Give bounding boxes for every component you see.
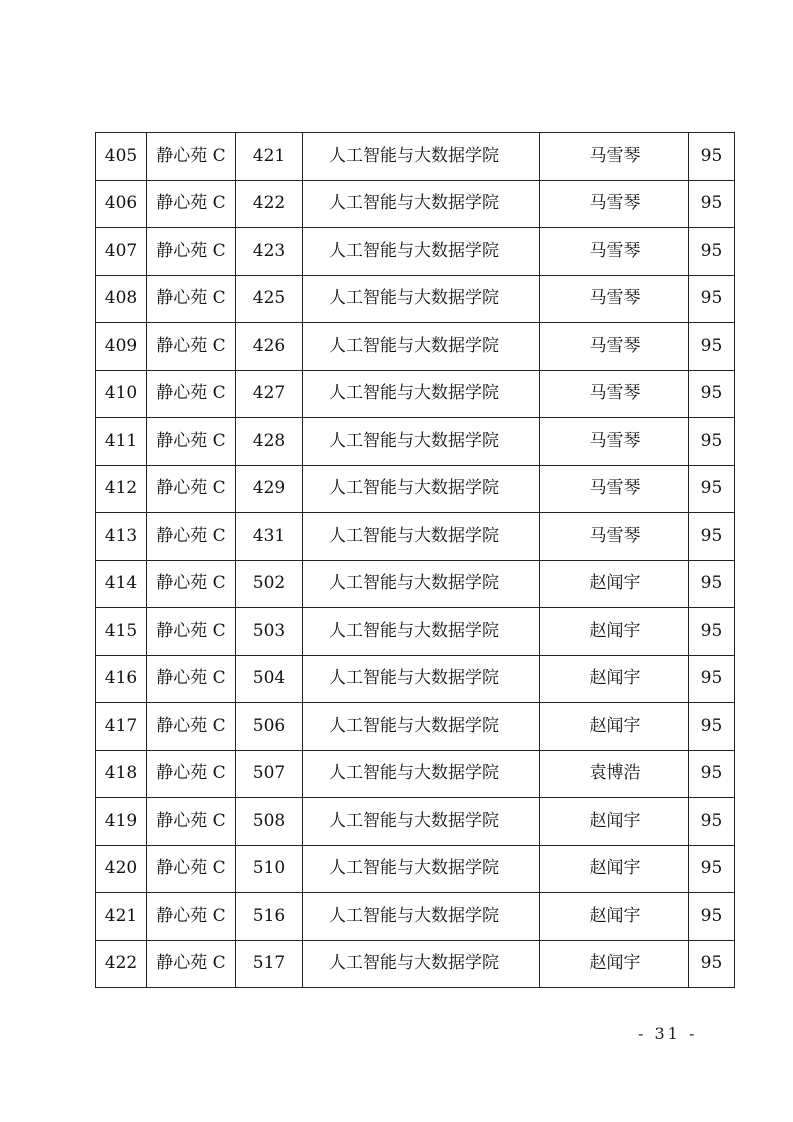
cell-serial-number: 414: [96, 560, 147, 608]
cell-building: 静心苑 C: [147, 560, 236, 608]
cell-department: 人工智能与大数据学院: [303, 845, 540, 893]
cell-building: 静心苑 C: [147, 370, 236, 418]
cell-responsible-person: 赵闻宇: [540, 940, 689, 988]
cell-room-number: 507: [236, 750, 303, 798]
cell-building: 静心苑 C: [147, 845, 236, 893]
cell-department: 人工智能与大数据学院: [303, 465, 540, 513]
cell-score: 95: [689, 845, 735, 893]
cell-score: 95: [689, 750, 735, 798]
cell-serial-number: 419: [96, 798, 147, 846]
cell-serial-number: 413: [96, 513, 147, 561]
cell-building: 静心苑 C: [147, 893, 236, 941]
cell-responsible-person: 马雪琴: [540, 133, 689, 181]
cell-score: 95: [689, 655, 735, 703]
cell-room-number: 429: [236, 465, 303, 513]
cell-building: 静心苑 C: [147, 228, 236, 276]
cell-building: 静心苑 C: [147, 418, 236, 466]
cell-room-number: 423: [236, 228, 303, 276]
cell-responsible-person: 赵闻宇: [540, 608, 689, 656]
cell-responsible-person: 马雪琴: [540, 465, 689, 513]
cell-building: 静心苑 C: [147, 513, 236, 561]
cell-serial-number: 422: [96, 940, 147, 988]
cell-room-number: 431: [236, 513, 303, 561]
cell-responsible-person: 赵闻宇: [540, 703, 689, 751]
cell-serial-number: 415: [96, 608, 147, 656]
cell-score: 95: [689, 275, 735, 323]
table-body: [96, 133, 735, 988]
cell-responsible-person: 马雪琴: [540, 370, 689, 418]
cell-responsible-person: 马雪琴: [540, 180, 689, 228]
cell-department: 人工智能与大数据学院: [303, 180, 540, 228]
table-row: [96, 418, 735, 466]
cell-score: 95: [689, 703, 735, 751]
cell-department: 人工智能与大数据学院: [303, 418, 540, 466]
cell-serial-number: 407: [96, 228, 147, 276]
cell-department: 人工智能与大数据学院: [303, 798, 540, 846]
cell-score: 95: [689, 133, 735, 181]
cell-serial-number: 409: [96, 323, 147, 371]
cell-responsible-person: 马雪琴: [540, 513, 689, 561]
cell-department: 人工智能与大数据学院: [303, 608, 540, 656]
cell-department: 人工智能与大数据学院: [303, 513, 540, 561]
cell-room-number: 517: [236, 940, 303, 988]
dormitory-score-table: [95, 132, 735, 988]
cell-responsible-person: 赵闻宇: [540, 893, 689, 941]
table-row: [96, 845, 735, 893]
cell-score: 95: [689, 323, 735, 371]
cell-department: 人工智能与大数据学院: [303, 133, 540, 181]
cell-room-number: 506: [236, 703, 303, 751]
cell-score: 95: [689, 513, 735, 561]
cell-room-number: 503: [236, 608, 303, 656]
cell-responsible-person: 马雪琴: [540, 228, 689, 276]
cell-serial-number: 416: [96, 655, 147, 703]
cell-building: 静心苑 C: [147, 750, 236, 798]
cell-room-number: 504: [236, 655, 303, 703]
cell-responsible-person: 赵闻宇: [540, 845, 689, 893]
cell-score: 95: [689, 893, 735, 941]
cell-room-number: 426: [236, 323, 303, 371]
page-number: - 31 -: [638, 1024, 698, 1043]
table-row: [96, 275, 735, 323]
cell-building: 静心苑 C: [147, 655, 236, 703]
table-row: [96, 180, 735, 228]
cell-serial-number: 405: [96, 133, 147, 181]
cell-room-number: 425: [236, 275, 303, 323]
table-row: [96, 893, 735, 941]
cell-serial-number: 412: [96, 465, 147, 513]
cell-serial-number: 410: [96, 370, 147, 418]
cell-serial-number: 417: [96, 703, 147, 751]
cell-serial-number: 421: [96, 893, 147, 941]
cell-room-number: 516: [236, 893, 303, 941]
cell-score: 95: [689, 940, 735, 988]
cell-department: 人工智能与大数据学院: [303, 750, 540, 798]
cell-building: 静心苑 C: [147, 275, 236, 323]
cell-score: 95: [689, 608, 735, 656]
table-row: [96, 608, 735, 656]
cell-responsible-person: 袁博浩: [540, 750, 689, 798]
cell-score: 95: [689, 180, 735, 228]
cell-room-number: 422: [236, 180, 303, 228]
cell-building: 静心苑 C: [147, 798, 236, 846]
cell-responsible-person: 赵闻宇: [540, 560, 689, 608]
cell-building: 静心苑 C: [147, 180, 236, 228]
cell-responsible-person: 马雪琴: [540, 323, 689, 371]
cell-department: 人工智能与大数据学院: [303, 940, 540, 988]
cell-building: 静心苑 C: [147, 133, 236, 181]
cell-department: 人工智能与大数据学院: [303, 655, 540, 703]
cell-building: 静心苑 C: [147, 940, 236, 988]
table-row: [96, 798, 735, 846]
cell-serial-number: 411: [96, 418, 147, 466]
cell-responsible-person: 马雪琴: [540, 275, 689, 323]
table-row: [96, 370, 735, 418]
cell-department: 人工智能与大数据学院: [303, 893, 540, 941]
cell-building: 静心苑 C: [147, 608, 236, 656]
cell-department: 人工智能与大数据学院: [303, 323, 540, 371]
table-row: [96, 750, 735, 798]
table-row: [96, 133, 735, 181]
cell-responsible-person: 马雪琴: [540, 418, 689, 466]
table-row: [96, 228, 735, 276]
cell-room-number: 510: [236, 845, 303, 893]
cell-serial-number: 420: [96, 845, 147, 893]
cell-responsible-person: 赵闻宇: [540, 655, 689, 703]
cell-score: 95: [689, 560, 735, 608]
table-row: [96, 560, 735, 608]
cell-room-number: 502: [236, 560, 303, 608]
cell-building: 静心苑 C: [147, 703, 236, 751]
cell-responsible-person: 赵闻宇: [540, 798, 689, 846]
cell-score: 95: [689, 228, 735, 276]
cell-score: 95: [689, 418, 735, 466]
cell-building: 静心苑 C: [147, 465, 236, 513]
cell-score: 95: [689, 465, 735, 513]
cell-department: 人工智能与大数据学院: [303, 228, 540, 276]
cell-serial-number: 418: [96, 750, 147, 798]
cell-department: 人工智能与大数据学院: [303, 370, 540, 418]
cell-score: 95: [689, 370, 735, 418]
table-row: [96, 323, 735, 371]
table-row: [96, 465, 735, 513]
cell-department: 人工智能与大数据学院: [303, 275, 540, 323]
table-row: [96, 513, 735, 561]
cell-serial-number: 408: [96, 275, 147, 323]
cell-room-number: 421: [236, 133, 303, 181]
cell-serial-number: 406: [96, 180, 147, 228]
cell-department: 人工智能与大数据学院: [303, 703, 540, 751]
table-row: [96, 655, 735, 703]
cell-room-number: 428: [236, 418, 303, 466]
cell-room-number: 508: [236, 798, 303, 846]
cell-department: 人工智能与大数据学院: [303, 560, 540, 608]
cell-room-number: 427: [236, 370, 303, 418]
cell-score: 95: [689, 798, 735, 846]
cell-building: 静心苑 C: [147, 323, 236, 371]
table-row: [96, 940, 735, 988]
table-row: [96, 703, 735, 751]
